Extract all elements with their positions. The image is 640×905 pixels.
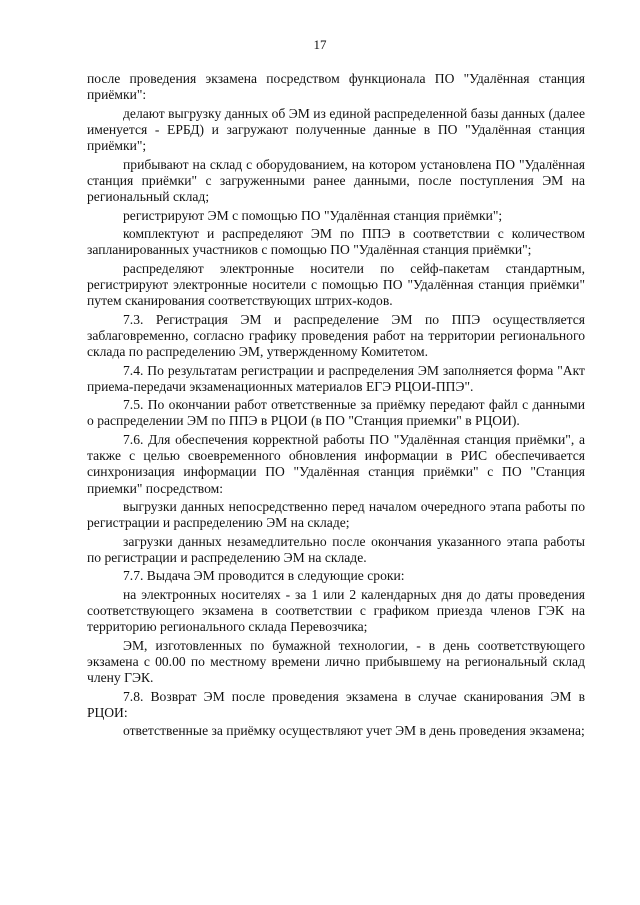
paragraph: ЭМ, изготовленных по бумажной технологии, - в день соответствующего экзамена с 00.00 по местному времени лично прибывшему на региональный склад члену ГЭК.	[87, 637, 585, 686]
section-7-5: 7.5. По окончании работ ответственные за приёмку передают файл с данными о распределении ЭМ по ППЭ в РЦОИ (в ПО "Станция приемки" в РЦОИ).	[87, 397, 585, 429]
paragraph: прибывают на склад с оборудованием, на котором установлена ПО "Удалённая станция приёмки" с загруженными ранее данными, после поступления ЭМ на региональный склад;	[87, 156, 585, 205]
paragraph: ответственные за приёмку осуществляют учет ЭМ в день проведения экзамена;	[123, 723, 585, 739]
paragraph: на электронных носителях - за 1 или 2 календарных дня до даты проведения соответствующего экзамена в соответствии с графиком приезда членов ГЭК на территорию регионального склада Перевозчика;	[87, 586, 585, 635]
document-body	[87, 71, 585, 742]
section-7-7: 7.7. Выдача ЭМ проводится в следующие сроки:	[123, 568, 405, 584]
page-number: 17	[313, 37, 327, 52]
section-7-3: 7.3. Регистрация ЭМ и распределение ЭМ по ППЭ осуществляется заблаговременно, согласно графику проведения работ на территории регионального склада по распределению ЭМ, утвержденному Комитетом.	[87, 311, 585, 360]
paragraph: после проведения экзамена посредством функционала ПО "Удалённая станция приёмки":	[87, 71, 585, 103]
section-7-8: 7.8. Возврат ЭМ после проведения экзамена в случае сканирования ЭМ в РЦОИ:	[87, 688, 585, 720]
paragraph: загрузки данных незамедлительно после окончания указанного этапа работы по регистрации и распределению ЭМ на складе.	[87, 533, 585, 565]
section-7-4: 7.4. По результатам регистрации и распределения ЭМ заполняется форма "Акт приема-передачи экзаменационных материалов ЕГЭ РЦОИ-ППЭ".	[87, 362, 585, 394]
section-7-6: 7.6. Для обеспечения корректной работы ПО "Удалённая станция приёмки", а также с целью своевременного обновления информации в РИС обеспечивается синхронизация информации ПО "Удалённая станция приёмки" с ПО "Станция приемки" посредством:	[87, 431, 585, 496]
paragraph: распределяют электронные носители по сейф-пакетам стандартным, регистрируют электронные носители с помощью ПО "Удалённая станция приёмки" путем сканирования соответствующих штрих-кодов.	[87, 260, 585, 309]
paragraph: делают выгрузку данных об ЭМ из единой распределенной базы данных (далее именуется - ЕРБД) и загружают полученные данные в ПО "Удалённая станция приёмки";	[87, 105, 585, 154]
paragraph: выгрузки данных непосредственно перед началом очередного этапа работы по регистрации и распределению ЭМ на складе;	[87, 499, 585, 531]
paragraph: комплектуют и распределяют ЭМ по ППЭ в соответствии с количеством запланированных участников с помощью ПО "Удалённая станция приёмки";	[87, 226, 585, 258]
paragraph: регистрируют ЭМ с помощью ПО "Удалённая станция приёмки";	[123, 207, 503, 223]
